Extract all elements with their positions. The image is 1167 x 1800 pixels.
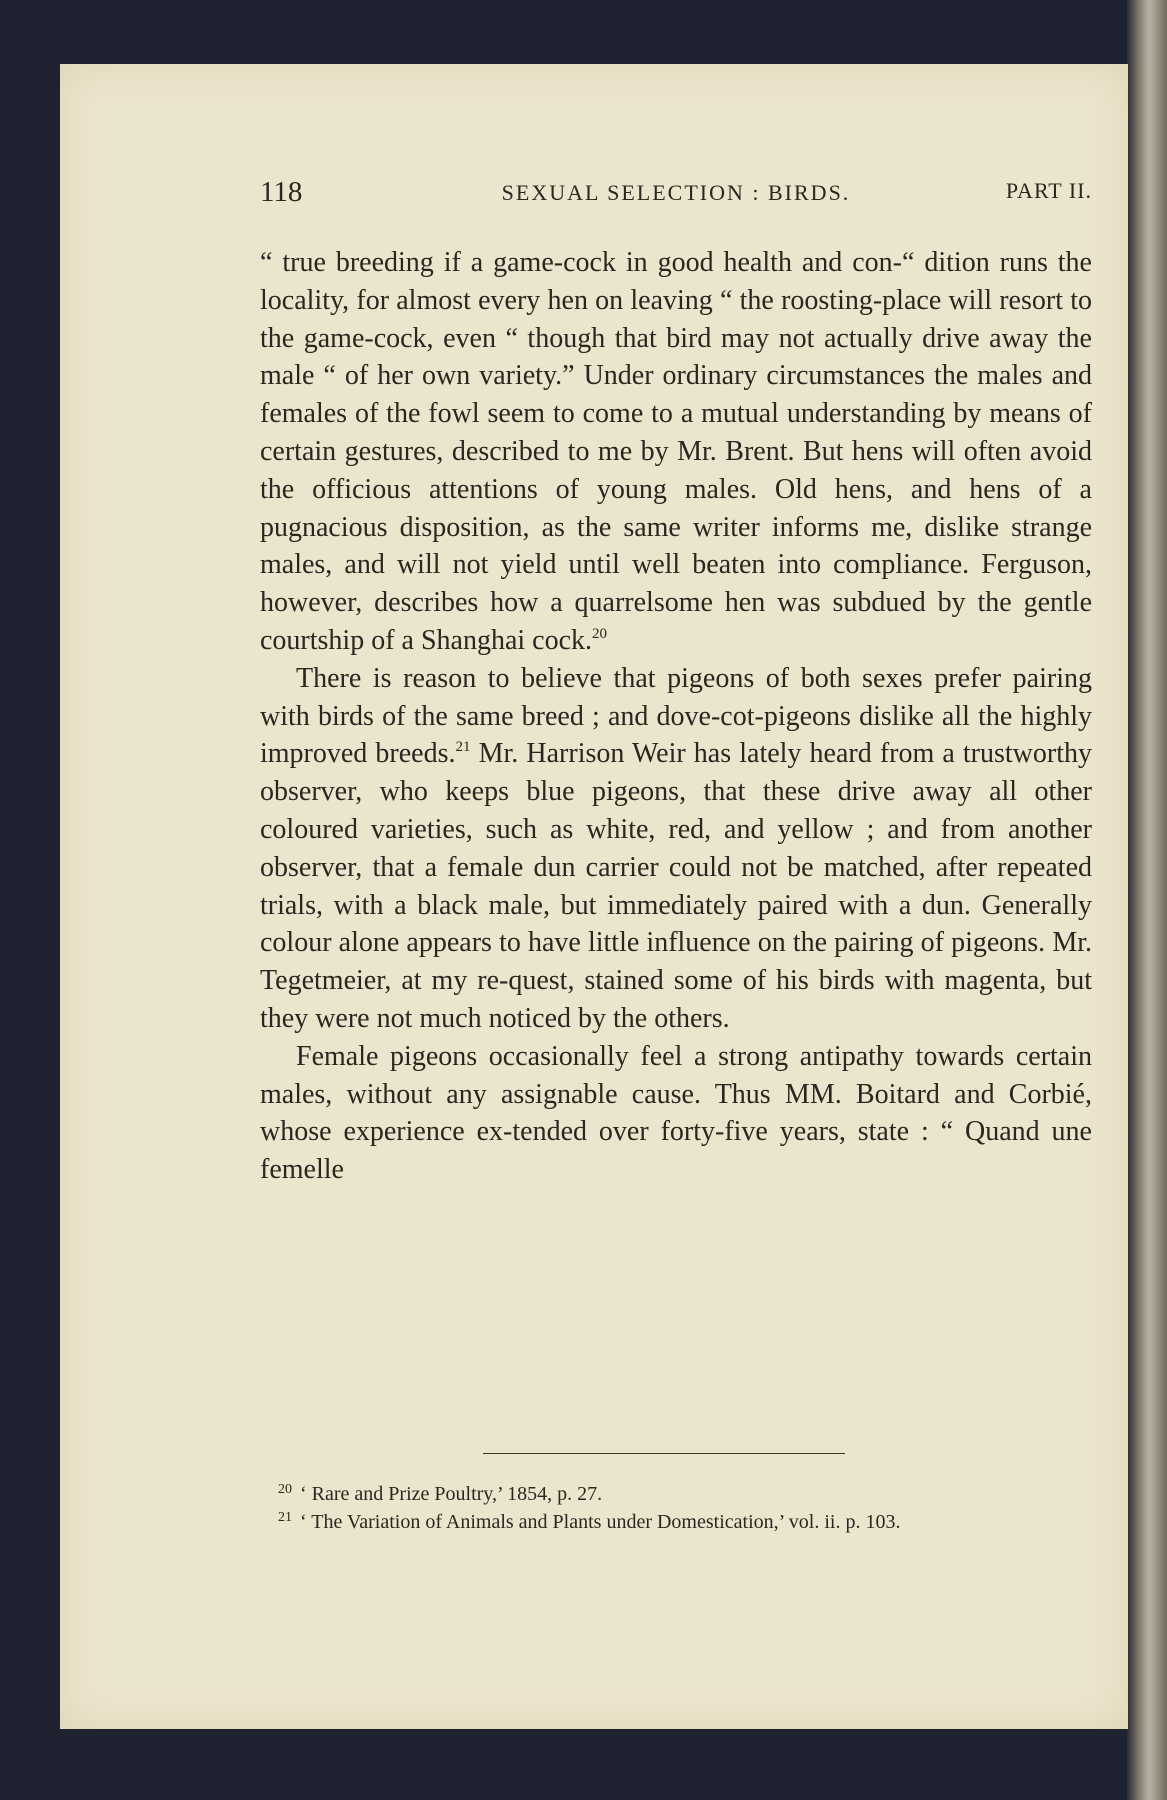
footnote-number: 20 (278, 1482, 292, 1497)
paragraph-2 (260, 660, 1092, 1038)
footnote-number: 21 (278, 1510, 292, 1525)
page-header (260, 176, 1092, 216)
footnote-text: ‘ Rare and Prize Poultry,’ 1854, p. 27. (300, 1483, 603, 1505)
footnotes (260, 1480, 1092, 1536)
footnote-20 (260, 1480, 1092, 1508)
page-number: 118 (260, 176, 303, 208)
footnote-ref-21: 21 (455, 739, 471, 756)
book-page (60, 64, 1128, 1729)
part-label: PART II. (1005, 178, 1092, 203)
paragraph-3-text: Female pigeons occasionally feel a strong antipathy towards certain males, without any assignable cause. Thus MM. Boitard and Corbié, whose experience ex-tended over forty-five years, state : “ Quand une femelle (260, 1040, 1092, 1186)
footnote-text: ‘ The Variation of Animals and Plants under Domestication,’ vol. ii. p. 103. (300, 1511, 901, 1533)
main-text (260, 244, 1092, 1189)
scan-page-edge (1127, 0, 1167, 1800)
paragraph-2-text-start: There is reason to believe that pigeons of both sexes prefer pairing with birds of the same breed ; and dove-cot-pigeons dislike all the highly improved breeds. (260, 662, 1092, 770)
paragraph-1 (260, 244, 1092, 660)
paragraph-1-text: “ true breeding if a game-cock in good health and con-“ dition runs the locality, for almost every hen on leaving “ the roosting-place will resort to the game-cock, even “ though that bird may not actually drive away the male “ of her own variety.” Under ordinary circumstances the males and females of the fowl seem to come to a mutual understanding by means of certain gestures, described to me by Mr. Brent. But hens will often avoid the officious attentions of young males. Old hens, and hens of a pugnacious disposition, as the same writer informs me, dislike strange males, and will not yield until well beaten into compliance. Ferguson, however, describes how a quarrelsome hen was subdued by the gentle courtship of a Shanghai cock. (260, 247, 1092, 656)
paragraph-2-text-end: Mr. Harrison Weir has lately heard from a trustworthy observer, who keeps blue pigeons, that these drive away all other coloured varieties, such as white, red, and yellow ; and from another observer, that a female dun carrier could not be matched, after repeated trials, with a black male, but immediately paired with a dun. Generally colour alone appears to have little influence on the pairing of pigeons. Mr. Tegetmeier, at my re-quest, stained some of his birds with magenta, but they were not much noticed by the others. (260, 738, 1092, 1034)
running-title: SEXUAL SELECTION : BIRDS. (501, 180, 851, 205)
footnote-divider (483, 1453, 845, 1454)
footnote-ref-20: 20 (592, 625, 608, 642)
footnote-21 (260, 1508, 1092, 1536)
paragraph-3 (260, 1038, 1092, 1189)
